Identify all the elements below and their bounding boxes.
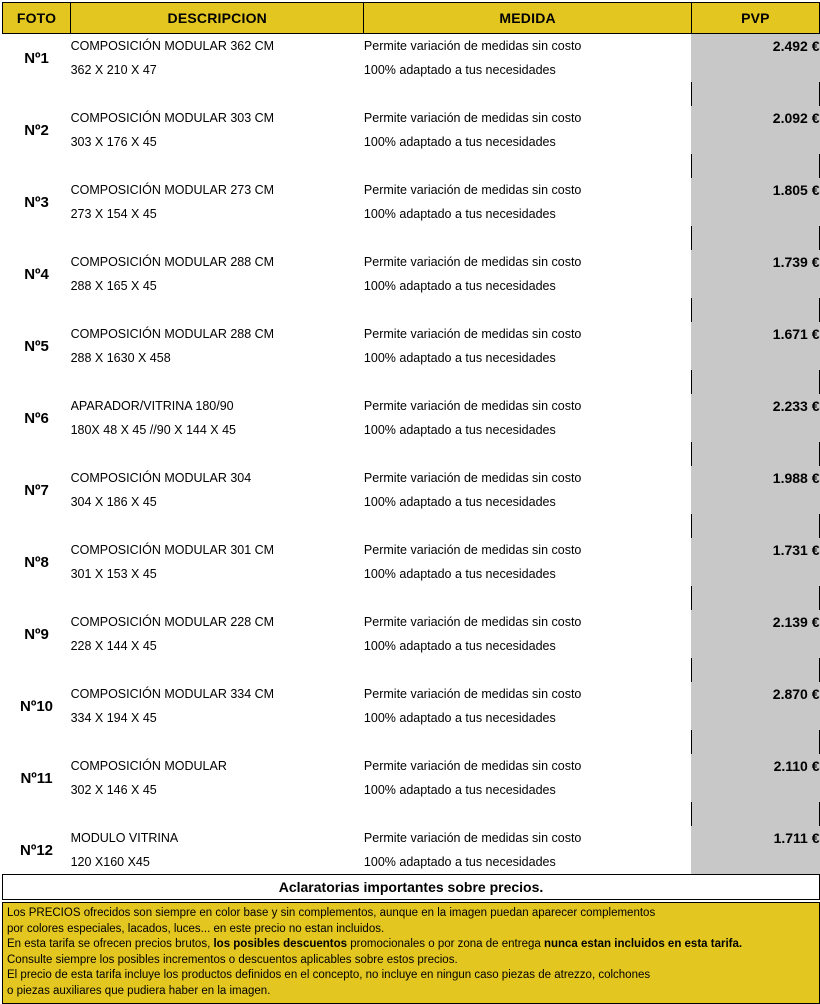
pvp-cell: 2.870 € (691, 682, 819, 706)
pvp-filler-cell (691, 202, 819, 226)
dimensiones-cell: 120 X160 X45 (70, 855, 150, 869)
column-header-pvp: PVP (691, 3, 819, 34)
pvp-filler-cell (691, 706, 819, 730)
table-row (3, 322, 820, 346)
dimensiones-cell: 334 X 194 X 45 (70, 711, 157, 725)
foto-cell: Nº11 (20, 769, 53, 787)
spacer-pvp-cell (691, 154, 819, 178)
dimensiones-cell: 303 X 176 X 45 (70, 135, 157, 149)
foto-cell: Nº12 (20, 841, 54, 859)
pvp-cell: 1.671 € (691, 322, 819, 346)
table-row-detail (3, 274, 820, 298)
dimensiones-cell: 301 X 153 X 45 (70, 567, 157, 581)
medida-nota-cell: 100% adaptado a tus necesidades (363, 63, 556, 77)
medida-nota-cell: 100% adaptado a tus necesidades (363, 495, 556, 509)
medida-cell: Permite variación de medidas sin costo (363, 543, 582, 557)
medida-nota-cell: 100% adaptado a tus necesidades (363, 207, 556, 221)
dimensiones-cell: 180X 48 X 45 //90 X 144 X 45 (70, 423, 236, 437)
medida-cell: Permite variación de medidas sin costo (363, 687, 582, 701)
pvp-cell: 2.139 € (691, 610, 819, 634)
medida-cell: Permite variación de medidas sin costo (363, 399, 582, 413)
row-spacer (3, 802, 820, 826)
descripcion-cell: COMPOSICIÓN MODULAR 288 CM (70, 255, 275, 269)
table-row (3, 394, 820, 418)
column-header-descripcion: DESCRIPCION (71, 3, 364, 34)
table-row-detail (3, 490, 820, 514)
note-line-5: El precio de esta tarifa incluye los productos definidos en el concepto, no incluye en ningun caso piezas de atrezzo, colchones (7, 969, 651, 981)
descripcion-cell: COMPOSICIÓN MODULAR 273 CM (70, 183, 275, 197)
medida-nota-cell: 100% adaptado a tus necesidades (363, 567, 556, 581)
foto-cell: Nº2 (24, 121, 49, 139)
table-row-detail (3, 346, 820, 370)
pvp-cell: 2.233 € (691, 394, 819, 418)
row-spacer (3, 442, 820, 466)
pvp-cell: 1.739 € (691, 250, 819, 274)
dimensiones-cell: 228 X 144 X 45 (70, 639, 157, 653)
pvp-cell: 1.711 € (691, 826, 819, 850)
column-header-medida: MEDIDA (364, 3, 691, 34)
foto-cell: Nº10 (20, 697, 54, 715)
note-line-4: Consulte siempre los posibles incrementos o descuentos aplicables sobre estos precios. (7, 953, 458, 966)
spacer-cell (3, 802, 692, 826)
price-list-sheet (0, 2, 820, 997)
note-line-3: En esta tarifa se ofrecen precios brutos, los posibles descuentos promocionales o por zona de entrega nunca estan incluidos en esta tarifa. (7, 938, 743, 950)
medida-cell: Permite variación de medidas sin costo (363, 255, 582, 269)
foto-cell: Nº1 (24, 49, 49, 67)
medida-cell: Permite variación de medidas sin costo (363, 471, 582, 485)
foto-cell: Nº3 (24, 193, 49, 211)
pvp-cell: 1.731 € (691, 538, 819, 562)
descripcion-cell: COMPOSICIÓN MODULAR (70, 759, 227, 773)
spacer-pvp-cell (691, 298, 819, 322)
spacer-cell (3, 154, 692, 178)
row-spacer (3, 370, 820, 394)
pvp-filler-cell (691, 562, 819, 586)
notes-title-row (3, 875, 820, 900)
table-row-detail (3, 706, 820, 730)
note-line-2: por colores especiales, lacados, luces... en este precio no estan incluidos. (7, 922, 385, 935)
spacer-cell (3, 370, 692, 394)
medida-cell: Permite variación de medidas sin costo (363, 615, 582, 629)
table-row-detail (3, 202, 820, 226)
spacer-cell (3, 226, 692, 250)
foto-cell: Nº8 (24, 553, 49, 571)
dimensiones-cell: 288 X 165 X 45 (70, 279, 157, 293)
row-spacer (3, 154, 820, 178)
descripcion-cell: MODULO VITRINA (70, 831, 179, 845)
foto-cell: Nº5 (24, 337, 49, 355)
pvp-filler-cell (691, 778, 819, 802)
table-row-detail (3, 634, 820, 658)
pvp-filler-cell (691, 634, 819, 658)
note-line-6: o piezas auxiliares que pudiera haber en la imagen. (7, 984, 271, 997)
pvp-filler-cell (691, 346, 819, 370)
table-row (3, 682, 820, 706)
table-row-detail (3, 778, 820, 802)
foto-cell: Nº7 (24, 481, 49, 499)
price-table (2, 2, 820, 900)
descripcion-cell: COMPOSICIÓN MODULAR 288 CM (70, 327, 275, 341)
medida-nota-cell: 100% adaptado a tus necesidades (363, 855, 556, 869)
pvp-filler-cell (691, 418, 819, 442)
pvp-cell: 1.988 € (691, 466, 819, 490)
dimensiones-cell: 362 X 210 X 47 (70, 63, 157, 77)
table-row (3, 538, 820, 562)
table-row (3, 178, 820, 202)
pvp-cell: 2.092 € (691, 106, 819, 130)
spacer-cell (3, 298, 692, 322)
table-row (3, 826, 820, 850)
medida-cell: Permite variación de medidas sin costo (363, 111, 582, 125)
spacer-cell (3, 730, 692, 754)
column-header-foto: FOTO (3, 3, 71, 34)
descripcion-cell: COMPOSICIÓN MODULAR 334 CM (70, 687, 275, 701)
descripcion-cell: APARADOR/VITRINA 180/90 (70, 399, 234, 413)
dimensiones-cell: 288 X 1630 X 458 (70, 351, 171, 365)
medida-cell: Permite variación de medidas sin costo (363, 831, 582, 845)
spacer-cell (3, 658, 692, 682)
spacer-pvp-cell (691, 226, 819, 250)
table-row (3, 250, 820, 274)
spacer-cell (3, 586, 692, 610)
descripcion-cell: COMPOSICIÓN MODULAR 304 (70, 471, 252, 485)
medida-cell: Permite variación de medidas sin costo (363, 327, 582, 341)
pvp-cell: 1.805 € (691, 178, 819, 202)
medida-nota-cell: 100% adaptado a tus necesidades (363, 711, 556, 725)
table-row-detail (3, 850, 820, 875)
spacer-pvp-cell (691, 370, 819, 394)
pvp-filler-cell (691, 490, 819, 514)
table-row-detail (3, 130, 820, 154)
medida-nota-cell: 100% adaptado a tus necesidades (363, 279, 556, 293)
medida-nota-cell: 100% adaptado a tus necesidades (363, 135, 556, 149)
foto-cell: Nº4 (24, 265, 49, 283)
medida-nota-cell: 100% adaptado a tus necesidades (363, 351, 556, 365)
table-row (3, 610, 820, 634)
table-row-detail (3, 58, 820, 82)
row-spacer (3, 298, 820, 322)
note-line-1: Los PRECIOS ofrecidos son siempre en color base y sin complementos, aunque en la imagen puedan aparecer complementos (7, 907, 656, 919)
pvp-filler-cell (691, 58, 819, 82)
foto-cell: Nº6 (24, 409, 49, 427)
pvp-cell: 2.492 € (691, 34, 819, 59)
spacer-pvp-cell (691, 514, 819, 538)
medida-nota-cell: 100% adaptado a tus necesidades (363, 423, 556, 437)
pvp-filler-cell (691, 130, 819, 154)
notes-title: Aclaratorias importantes sobre precios. (3, 875, 820, 900)
spacer-pvp-cell (691, 658, 819, 682)
table-row (3, 754, 820, 778)
dimensiones-cell: 302 X 146 X 45 (70, 783, 157, 797)
descripcion-cell: COMPOSICIÓN MODULAR 362 CM (70, 39, 275, 53)
table-row (3, 34, 820, 59)
foto-cell: Nº9 (24, 625, 49, 643)
table-row (3, 466, 820, 490)
table-header (3, 3, 820, 34)
spacer-pvp-cell (691, 586, 819, 610)
row-spacer (3, 514, 820, 538)
descripcion-cell: COMPOSICIÓN MODULAR 228 CM (70, 615, 275, 629)
row-spacer (3, 226, 820, 250)
pvp-cell: 2.110 € (691, 754, 819, 778)
row-spacer (3, 82, 820, 106)
spacer-cell (3, 442, 692, 466)
pvp-filler-cell (691, 274, 819, 298)
dimensiones-cell: 304 X 186 X 45 (70, 495, 157, 509)
spacer-pvp-cell (691, 802, 819, 826)
medida-nota-cell: 100% adaptado a tus necesidades (363, 783, 556, 797)
table-row-detail (3, 418, 820, 442)
header-row (3, 3, 820, 34)
spacer-pvp-cell (691, 442, 819, 466)
descripcion-cell: COMPOSICIÓN MODULAR 301 CM (70, 543, 275, 557)
medida-cell: Permite variación de medidas sin costo (363, 183, 582, 197)
row-spacer (3, 658, 820, 682)
notes-block (2, 902, 820, 1004)
medida-cell: Permite variación de medidas sin costo (363, 759, 582, 773)
medida-cell: Permite variación de medidas sin costo (363, 39, 582, 53)
spacer-cell (3, 514, 692, 538)
medida-nota-cell: 100% adaptado a tus necesidades (363, 639, 556, 653)
pvp-filler-cell (691, 850, 819, 875)
table-body (3, 34, 820, 900)
dimensiones-cell: 273 X 154 X 45 (70, 207, 157, 221)
spacer-cell (3, 82, 692, 106)
spacer-pvp-cell (691, 730, 819, 754)
table-row-detail (3, 562, 820, 586)
descripcion-cell: COMPOSICIÓN MODULAR 303 CM (70, 111, 275, 125)
spacer-pvp-cell (691, 82, 819, 106)
row-spacer (3, 730, 820, 754)
table-row (3, 106, 820, 130)
row-spacer (3, 586, 820, 610)
